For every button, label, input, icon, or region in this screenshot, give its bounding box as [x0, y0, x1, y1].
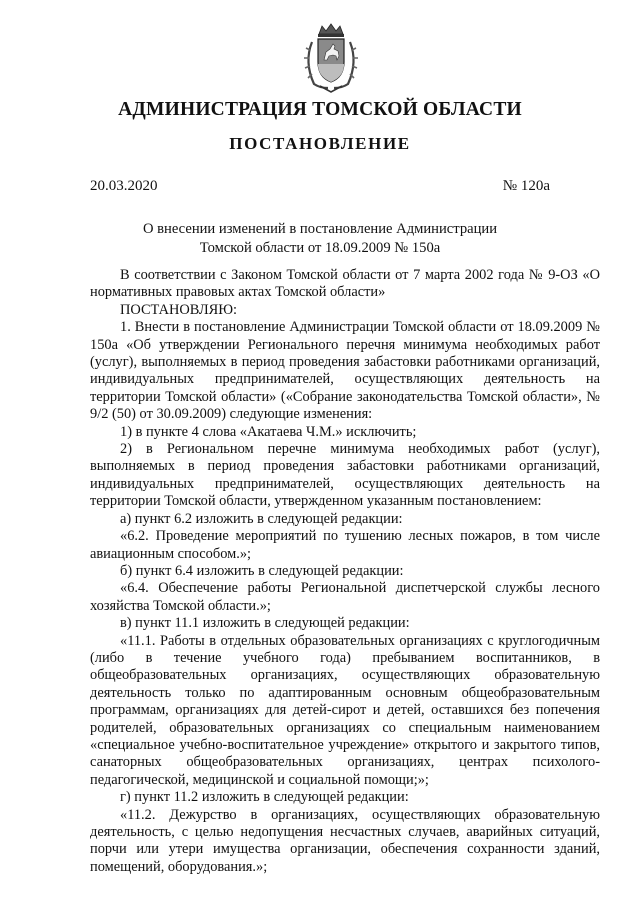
document-body — [90, 267, 600, 876]
document-number: № 120а — [502, 178, 550, 194]
body-paragraph-g: г) пункт 11.2 изложить в следующей редакции: — [120, 789, 409, 806]
body-paragraph-6-4: «6.4. Обеспечение работы Региональной диспетчерской службы лесного хозяйства Томской области.»; — [90, 580, 600, 614]
subject-line: Томской области от 18.09.2009 № 150а — [199, 240, 441, 256]
body-paragraph-11-2: «11.2. Дежурство в организациях, осуществляющих образовательную деятельность, с целью недопущения несчастных случаев, аварийных ситуаций, порчи или утери имущества организации, обеспечения сохранности зданий, помещений, оборудования.»; — [90, 806, 600, 875]
organization-name: АДМИНИСТРАЦИЯ ТОМСКОЙ ОБЛАСТИ — [118, 99, 522, 120]
body-paragraph-v: в) пункт 11.1 изложить в следующей редакции: — [120, 615, 410, 632]
body-paragraph-6-2: «6.2. Проведение мероприятий по тушению лесных пожаров, в том числе авиационным способом.»; — [90, 528, 600, 562]
body-paragraph-resolve: ПОСТАНОВЛЯЮ: — [120, 301, 238, 318]
document-date: 20.03.2020 — [90, 178, 158, 194]
body-paragraph-11-1: «11.1. Работы в отдельных образовательных организациях с круглогодичным (либо в течение учебного года) пребыванием воспитанников, в общеобразовательных организациях, осуществляющих образовательную деятельность только по адаптированным основным общеобразовательным программам, организациях для детей-сирот и детей, оставшихся без попечения родителей, образовательных организациях со специальным наименованием «специальное учебно-воспитательное учреждение» открытого и закрытого типов, санаторных общеобразовательных организациях, центрах психолого-педагогической, медицинской и социальной помощи;»; — [90, 632, 600, 788]
document-subject — [90, 220, 550, 258]
body-paragraph-subitem-1: 1) в пункте 4 слова «Акатаева Ч.М.» исключить; — [120, 423, 417, 440]
body-paragraph-subitem-2: 2) в Региональном перечне минимума необходимых работ (услуг), выполняемых в период проведения забастовки работниками организаций, индивидуальных предпринимателей, осуществляющих деятельность на территории Томской области, утвержденном указанным постановлением: — [90, 441, 600, 510]
body-paragraph-preamble: В соответствии с Законом Томской области от 7 марта 2002 года № 9-ОЗ «О нормативных правовых актах Томской области» — [90, 267, 600, 301]
subject-line: О внесении изменений в постановление Администрации — [142, 221, 498, 237]
body-paragraph-a: а) пункт 6.2 изложить в следующей редакции: — [120, 510, 403, 527]
body-paragraph-item-1: 1. Внести в постановление Администрации Томской области от 18.09.2009 № 150а «Об утверждении Регионального перечня минимума необходимых работ (услуг), выполняемых в период проведения забастовки работниками организаций, индивидуальных предпринимателей, осуществляющих деятельность на территории Томской области» («Собрание законодательства Томской области», № 9/2 (50) от 30.09.2009) следующие изменения: — [90, 319, 600, 423]
body-paragraph-b: б) пункт 6.4 изложить в следующей редакции: — [120, 562, 404, 579]
coat-of-arms-icon — [300, 22, 362, 94]
document-type: ПОСТАНОВЛЕНИЕ — [229, 134, 411, 153]
